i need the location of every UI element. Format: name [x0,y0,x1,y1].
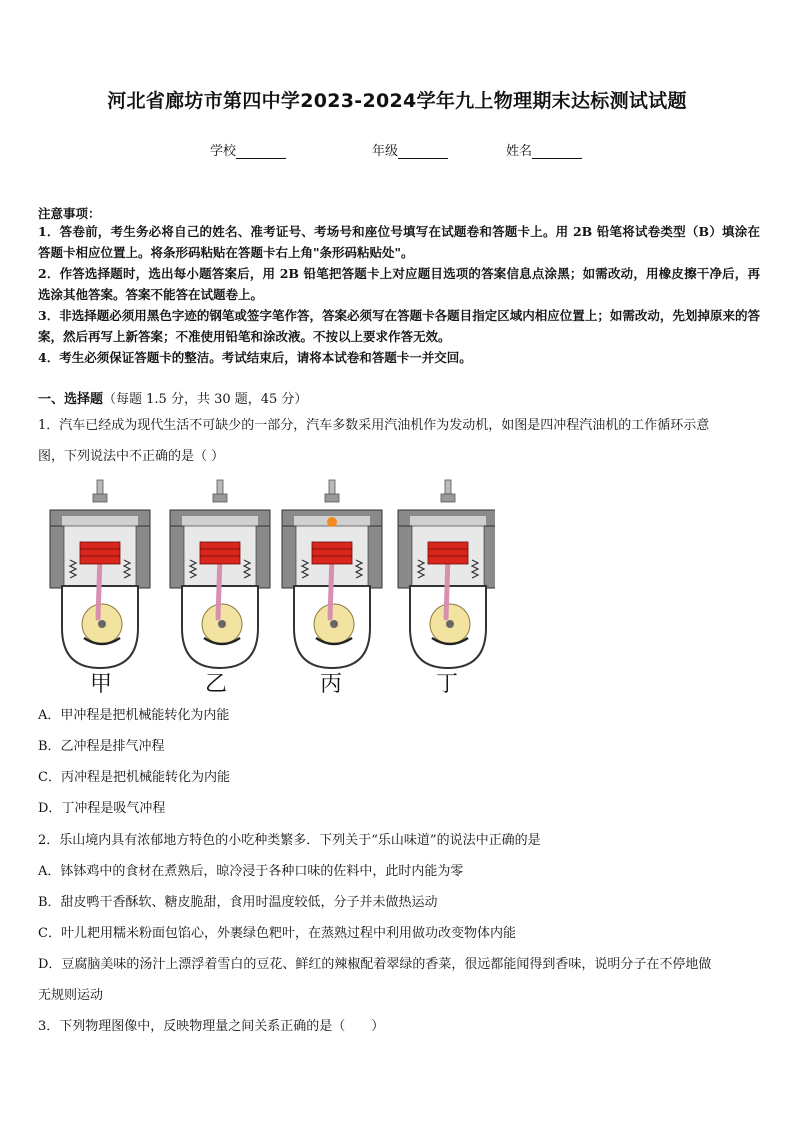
q2-option-b[interactable]: B．甜皮鸭干香酥软、糖皮脆甜，食用时温度较低，分子并未做热运动 [38,895,438,910]
name-blank[interactable] [532,145,582,159]
grade-blank[interactable] [398,145,448,159]
q2-option-d[interactable]: D．豆腐脑美味的汤汁上漂浮着雪白的豆花、鲜红的辣椒配着翠绿的香菜，很远都能闻得到香味，说明分子在不停地做 [38,957,712,972]
q2-option-c[interactable]: C．叶儿耙用糯米粉面包馅心，外裹绿色粑叶，在蒸熟过程中利用做功改变物体内能 [38,926,516,941]
engine-yi [170,480,270,668]
notice-item-1: 1．答卷前，考生务必将自己的姓名、准考证号、考场号和座位号填写在试题卷和答题卡上。用 2B 铅笔将试卷类型（B）填涂在答题卡相应位置上。将条形码粘贴在答题卡右上角"条形码粘贴处"。 [38,224,760,260]
section-title: 一、选择题 [38,392,104,407]
q1-stem-line1: 1．汽车已经成为现代生活不可缺少的一部分，汽车多数采用汽油机作为发动机，如图是四冲程汽油机的工作循环示意 [38,418,710,433]
name-field [506,140,582,159]
q1-option-a[interactable]: A．甲冲程是把机械能转化为内能 [38,708,230,723]
engine-jia [50,480,150,668]
section-heading [38,388,307,407]
four-stroke-engine-figure [40,478,495,698]
notice-item-3: 3．非选择题必须用黑色字迹的钢笔或签字笔作答，答案必须写在答题卡各题目指定区域内相应位置上；如需改动，先划掉原来的答案，然后再写上新答案；不准使用铅笔和涂改液。不按以上要求作答无效。 [38,308,760,344]
q2-option-a[interactable]: A．钵钵鸡中的食材在煮熟后，晾冷浸于各种口味的佐料中，此时内能为零 [38,864,464,879]
q1-stem-line2: 图，下列说法中不正确的是（ ） [38,449,225,464]
q1-option-c[interactable]: C．丙冲程是把机械能转化为内能 [38,770,230,785]
figure-label-yi: 乙 [205,672,228,697]
q3-stem: 3．下列物理图像中，反映物理量之间关系正确的是（ ） [38,1019,385,1034]
notice-item-2: 2．作答选择题时，选出每小题答案后，用 2B 铅笔把答题卡上对应题目选项的答案信息点涂黑；如需改动，用橡皮擦干净后，再选涂其他答案。答案不能答在试题卷上。 [38,266,760,302]
engine-bing [282,480,382,668]
q2-option-d-cont: 无规则运动 [38,988,104,1003]
grade-label: 年级 [372,144,399,159]
grade-field [372,140,448,159]
notice-heading: 注意事项： [38,206,101,221]
engine-ding [398,480,495,668]
section-subtitle: （每题 1.5 分，共 30 题，45 分） [103,392,308,407]
spark-burst [327,517,337,527]
name-label: 姓名 [506,144,533,159]
school-field [210,140,286,159]
q1-option-b[interactable]: B．乙冲程是排气冲程 [38,739,165,754]
figure-label-bing: 丙 [320,672,343,697]
q1-option-d[interactable]: D．丁冲程是吸气冲程 [38,801,166,816]
figure-label-ding: 丁 [436,672,459,697]
school-label: 学校 [210,144,237,159]
q2-stem: 2．乐山境内具有浓郁地方特色的小吃种类繁多．下列关于“乐山味道”的说法中正确的是 [38,833,541,848]
figure-label-jia: 甲 [90,672,113,697]
notice-item-4: 4．考生必须保证答题卡的整洁。考试结束后，请将本试卷和答题卡一并交回。 [38,350,472,365]
school-blank[interactable] [236,145,286,159]
page-title: 河北省廊坊市第四中学2023-2024学年九上物理期末达标测试试题 [107,90,687,112]
